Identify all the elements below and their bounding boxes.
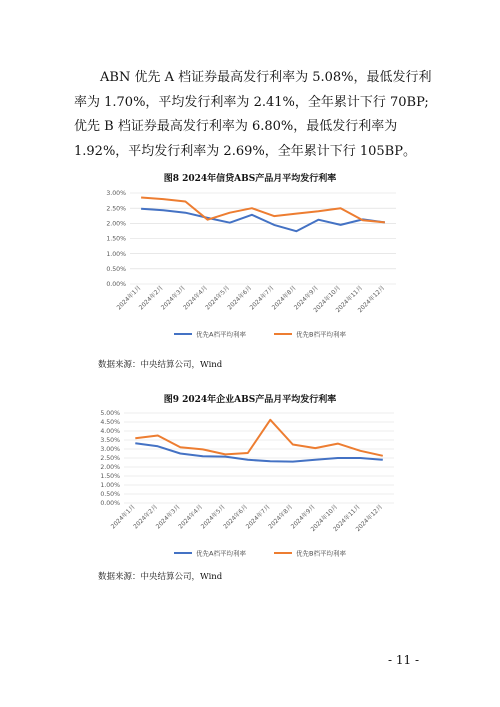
x-tick-label: 2024年2月	[137, 284, 165, 312]
x-tick-label: 2024年10月	[312, 284, 342, 315]
y-tick-label: 3.00%	[100, 446, 120, 454]
figure9-chart	[96, 404, 421, 562]
x-tick-label: 2024年10月	[309, 503, 340, 534]
x-tick-label: 2024年1月	[115, 284, 143, 312]
y-tick-label: 2.00%	[106, 220, 126, 228]
figure9-source: 数据来源：中央结算公司，Wind	[98, 572, 223, 582]
x-tick-label: 2024年2月	[132, 503, 160, 531]
y-tick-label: 0.50%	[106, 266, 126, 274]
y-tick-label: 3.00%	[106, 190, 126, 198]
y-tick-label: 1.50%	[100, 473, 120, 481]
x-tick-label: 2024年5月	[204, 284, 232, 312]
legend-label: 优先B档平均利率	[296, 549, 346, 558]
x-tick-label: 2024年9月	[289, 503, 317, 531]
y-tick-label: 1.00%	[100, 482, 120, 490]
x-tick-label: 2024年3月	[154, 503, 182, 531]
y-tick-label: 3.50%	[100, 437, 120, 445]
x-tick-label: 2024年11月	[332, 503, 362, 534]
figure8-title: 图8 2024年信贷ABS产品月平均发行利率	[163, 174, 337, 184]
x-tick-label: 2024年9月	[292, 284, 320, 312]
y-tick-label: 0.50%	[100, 491, 120, 499]
y-tick-label: 5.00%	[100, 410, 120, 418]
x-tick-label: 2024年4月	[177, 503, 205, 531]
x-tick-label: 2024年8月	[267, 503, 295, 531]
x-tick-label: 2024年3月	[159, 284, 187, 312]
y-tick-label: 0.00%	[106, 281, 126, 289]
figure8-source: 数据来源：中央结算公司，Wind	[98, 360, 223, 370]
page-number: - 11 -	[388, 653, 420, 667]
x-tick-label: 2024年6月	[222, 503, 250, 531]
paragraph-line: 优先 B 档证券最高发行利率为 6.80%，最低发行利率为	[74, 119, 398, 134]
paragraph-line: 率为 1.70%，平均发行利率为 2.41%，全年累计下行 70BP;	[74, 94, 429, 110]
x-tick-label: 2024年4月	[182, 284, 209, 312]
y-tick-label: 2.50%	[106, 205, 126, 213]
y-tick-label: 1.50%	[106, 235, 126, 243]
y-tick-label: 0.00%	[100, 500, 120, 508]
figure8-chart	[96, 184, 421, 342]
y-tick-label: 4.00%	[100, 428, 120, 436]
figure9-title: 图9 2024年企业ABS产品月平均发行利率	[163, 395, 337, 405]
x-tick-label: 2024年5月	[199, 503, 227, 531]
legend-label: 优先B档平均利率	[296, 330, 346, 339]
body-paragraph	[74, 66, 434, 164]
x-tick-label: 2024年7月	[244, 503, 272, 531]
y-tick-label: 2.00%	[100, 464, 120, 472]
x-tick-label: 2024年1月	[109, 503, 137, 531]
x-tick-label: 2024年6月	[226, 284, 254, 312]
y-tick-label: 2.50%	[100, 455, 120, 463]
paragraph-line: ABN 优先 A 档证券最高发行利率为 5.08%，最低发行利	[100, 70, 432, 85]
x-tick-label: 2024年12月	[356, 284, 387, 315]
x-tick-label: 2024年12月	[354, 503, 385, 534]
y-tick-label: 4.50%	[100, 419, 120, 427]
x-tick-label: 2024年11月	[334, 284, 365, 315]
x-tick-label: 2024年8月	[270, 284, 298, 312]
series-line	[141, 198, 385, 223]
y-tick-label: 1.00%	[106, 250, 126, 258]
legend-label: 优先A档平均利率	[196, 330, 246, 339]
legend-label: 优先A档平均利率	[196, 549, 246, 558]
x-tick-label: 2024年7月	[248, 284, 276, 312]
paragraph-line: 1.92%，平均发行利率为 2.69%，全年累计下行 105BP。	[74, 143, 416, 159]
